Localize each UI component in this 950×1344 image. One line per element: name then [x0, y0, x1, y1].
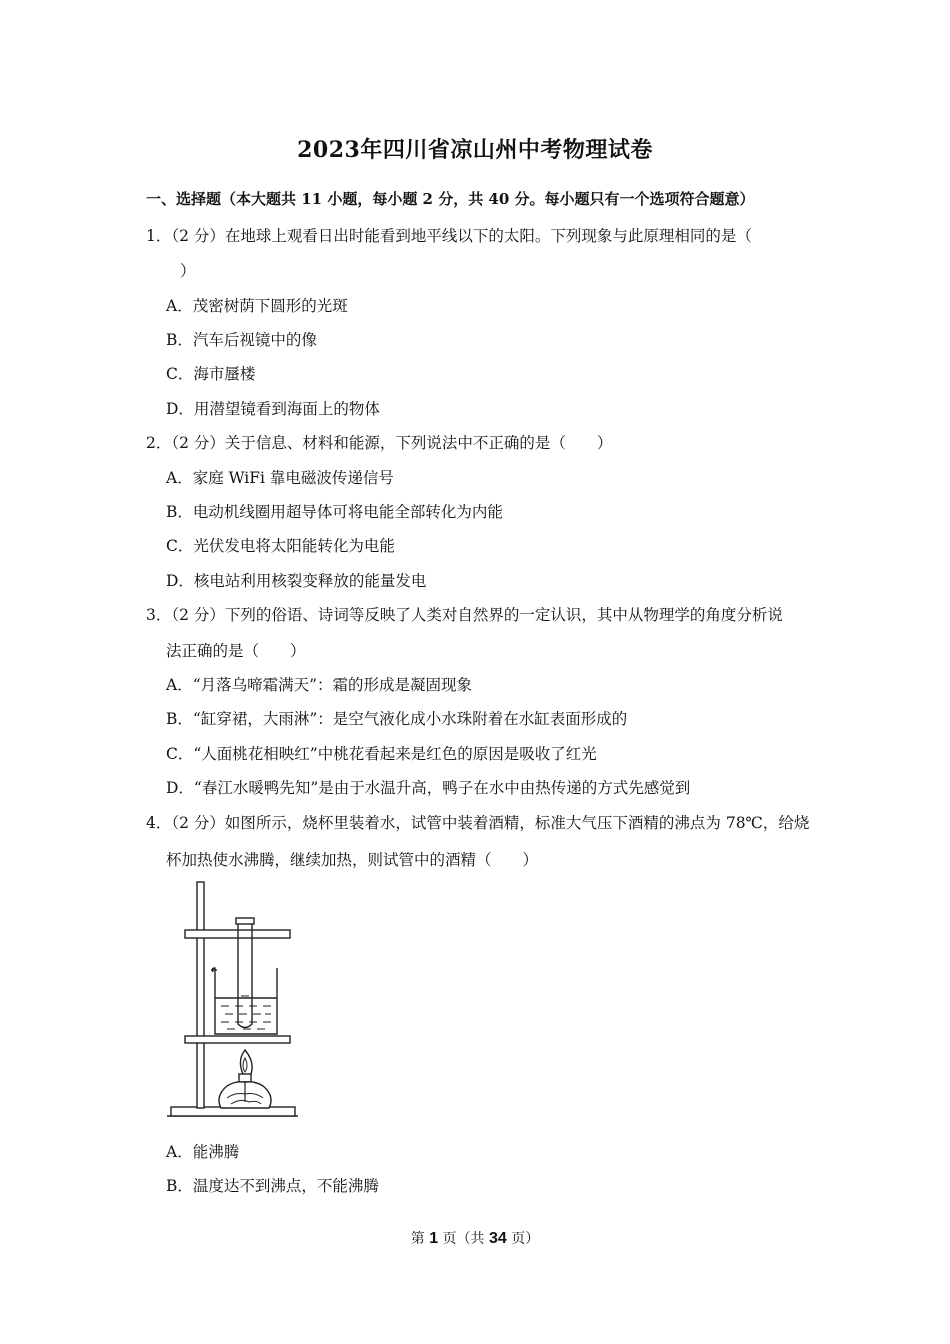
question-1-stem-cont: ）	[180, 262, 196, 280]
question-3-option-d: D．“春江水暖鸭先知”是由于水温升高，鸭子在水中由热传递的方式先感觉到	[166, 779, 691, 797]
question-1-option-c: C．海市蜃楼	[166, 365, 256, 383]
question-3-stem-cont: 法正确的是（ ）	[166, 642, 306, 660]
question-3-stem: 3．（2 分）下列的俗语、诗词等反映了人类对自然界的一定认识，其中从物理学的角度分析说	[146, 606, 783, 624]
question-4-option-b: B．温度达不到沸点，不能沸腾	[166, 1177, 379, 1195]
section-heading: 一、选择题（本大题共 11 小题，每小题 2 分，共 40 分。每小题只有一个选项符合题意）	[146, 190, 755, 208]
question-2-option-d: D．核电站利用核裂变释放的能量发电	[166, 572, 427, 590]
question-4-option-a: A．能沸腾	[166, 1143, 240, 1161]
footer-suffix: 页）	[506, 1231, 540, 1247]
footer-prefix: 第	[410, 1231, 430, 1247]
question-2-option-a: A．家庭 WiFi 靠电磁波传递信号	[166, 469, 394, 487]
question-3-option-c: C．“人面桃花相映红”中桃花看起来是红色的原因是吸收了红光	[166, 745, 597, 763]
question-3-option-a: A．“月落乌啼霜满天”：霜的形成是凝固现象	[166, 676, 473, 694]
question-4-stem: 4．（2 分）如图所示，烧杯里装着水，试管中装着酒精，标准大气压下酒精的沸点为 78℃，给烧	[146, 814, 810, 832]
footer-page-number: 1	[429, 1230, 439, 1247]
question-2-option-b: B．电动机线圈用超导体可将电能全部转化为内能	[166, 503, 503, 521]
page-footer	[0, 1228, 950, 1248]
question-1-stem: 1．（2 分）在地球上观看日出时能看到地平线以下的太阳。下列现象与此原理相同的是（	[146, 227, 752, 245]
question-2-option-c: C．光伏发电将太阳能转化为电能	[166, 537, 395, 555]
page-title: 2023年四川省凉山州中考物理试卷	[297, 137, 653, 163]
boiling-apparatus-figure	[165, 878, 305, 1123]
question-3-option-b: B．“缸穿裙，大雨淋”：是空气液化成小水珠附着在水缸表面形成的	[166, 710, 628, 728]
question-2-stem: 2．（2 分）关于信息、材料和能源，下列说法中不正确的是（ ）	[146, 434, 613, 452]
footer-total-pages: 34	[489, 1230, 507, 1247]
question-1-option-b: B．汽车后视镜中的像	[166, 331, 317, 349]
question-1-option-a: A．茂密树荫下圆形的光斑	[166, 297, 348, 315]
footer-middle: 页（共	[438, 1231, 489, 1247]
question-1-option-d: D．用潜望镜看到海面上的物体	[166, 400, 380, 418]
question-4-stem-cont: 杯加热使水沸腾，继续加热，则试管中的酒精（ ）	[166, 851, 539, 869]
